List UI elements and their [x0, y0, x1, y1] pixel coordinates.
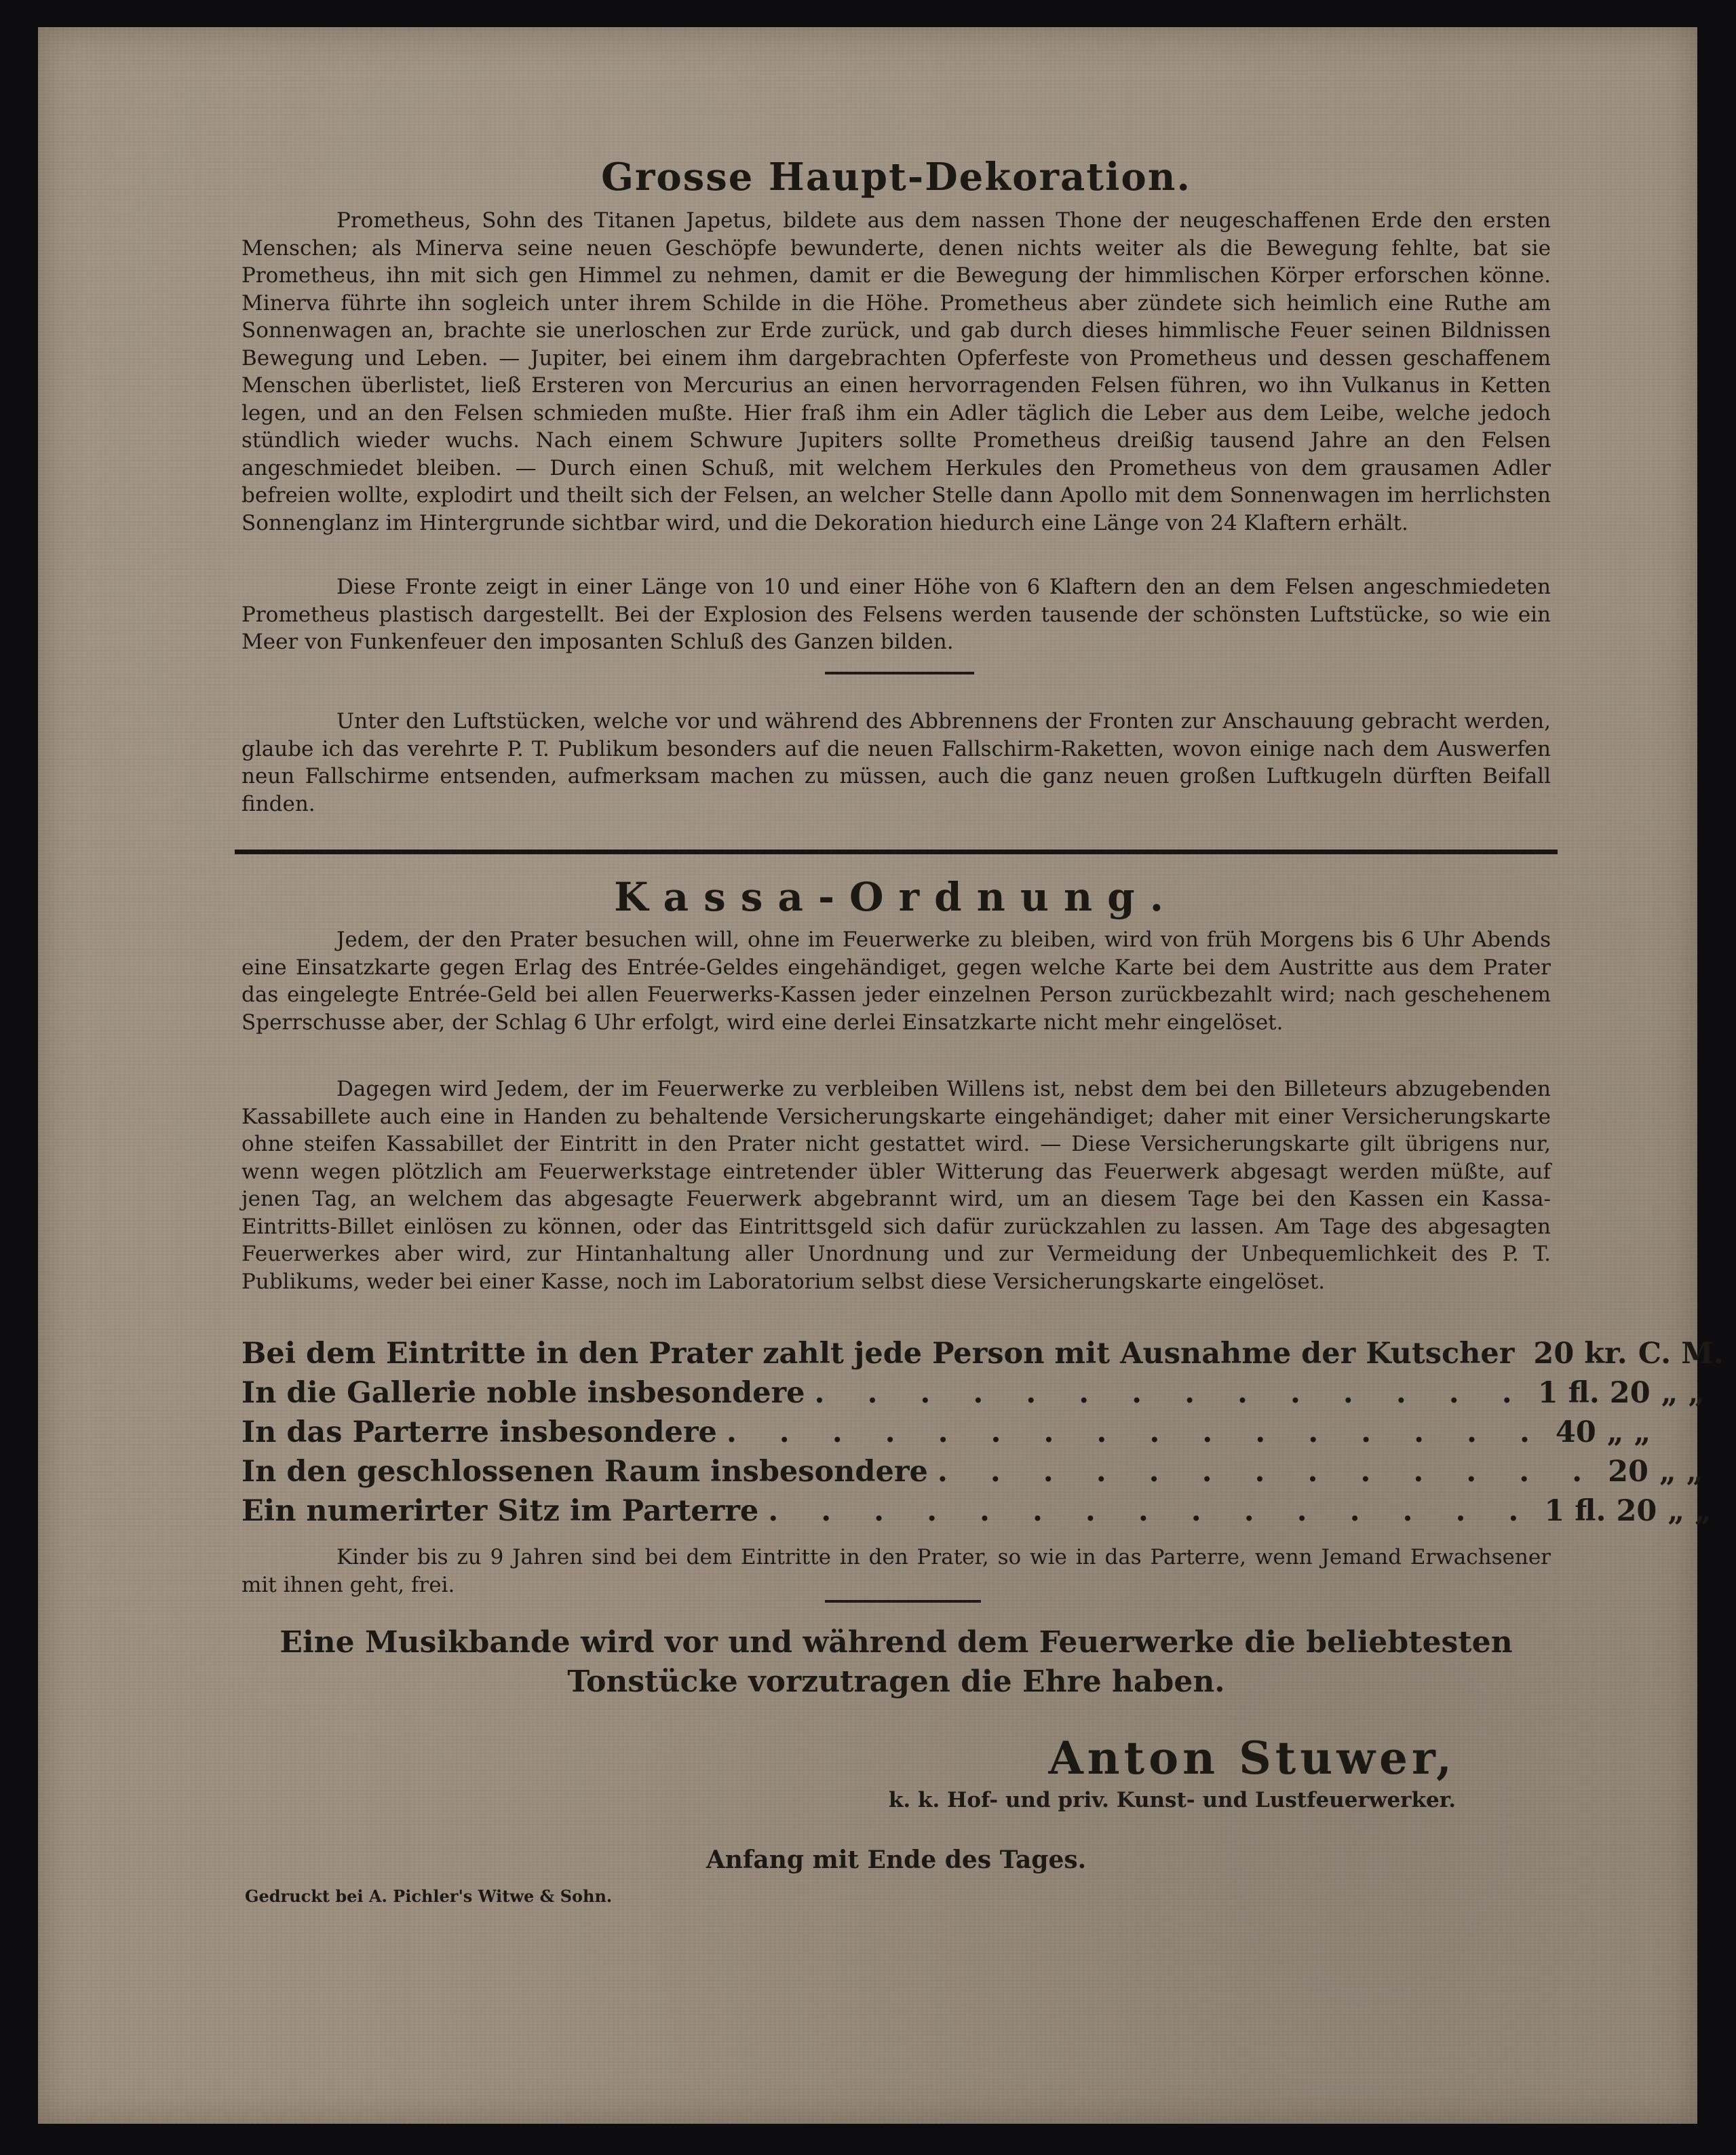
price-leader: . . . . . . . . . . . . . .: [814, 1376, 1528, 1410]
music-announcement: Eine Musikbande wird vor und während dem Feuerwerke die beliebtesten Tonstücke vorzutragen die Ehre haben.: [279, 1625, 1513, 1699]
price-row: [242, 1337, 1724, 1376]
kassa-paragraph: Dagegen wird Jedem, der im Feuerwerke zu verbleiben Willens ist, nebst dem bei den Billeteurs abzugebenden Kassabillete auch eine in Handen zu behaltende Versicherungskarte eingehändiget; daher mit einer Versicherungskarte ohne steifen Kassabillet der Eintritt in den Prater nicht gestattet wird. — Diese Versicherungskarte gilt übrigens nur, wenn wegen plötzlich am Feuerwerkstage eintretender übler Witterung das Feuerwerk abgesagt werden müßte, auf jenen Tag, an welchem das abgesagte Feuerwerk abgebrannt wird, um an diesem Tage bei den Kassen ein Kassa-Eintritts-Billet einlösen zu können, oder das Eintrittsgeld sich dafür zurückzahlen zu lassen. Am Tage des abgesagten Feuerwerkes aber wird, zur Hintanhaltung aller Unordnung und zur Vermeidung der Unbequemlichkeit des P. T. Publikums, weder bei einer Kasse, noch im Laboratorium selbst diese Versicherungskarte eingelöset.: [242, 1077, 1551, 1294]
start-time-note: Anfang mit Ende des Tages.: [706, 1846, 1087, 1874]
kassa-title: Kassa-Ordnung.: [614, 874, 1178, 920]
price-label: In die Gallerie noble insbesondere: [242, 1376, 805, 1410]
price-amount: 20: [1608, 1455, 1648, 1489]
price-leader: . . . . . . . . . . . . .: [937, 1455, 1599, 1489]
children-note: Kinder bis zu 9 Jahren sind bei dem Eintritte in den Prater, so wie in das Parterre, wenn Jemand Erwachsener mit ihnen geht, frei.: [242, 1545, 1551, 1597]
price-amount: 40: [1555, 1415, 1596, 1449]
poster-sheet: [38, 27, 1724, 2124]
section-divider: [825, 672, 974, 674]
section-divider: [825, 1600, 981, 1603]
price-unit: „ „: [1606, 1415, 1651, 1449]
price-unit: C. M.: [1638, 1337, 1724, 1371]
signature-name: Anton Stuwer,: [1048, 1732, 1456, 1785]
price-amount: 1 fl. 20: [1537, 1376, 1651, 1410]
price-label: In den geschlossenen Raum insbesondere: [242, 1455, 928, 1489]
price-label: Ein numerirter Sitz im Parterre: [242, 1494, 759, 1528]
printer-imprint: Gedruckt bei A. Pichler's Witwe & Sohn.: [245, 1886, 613, 1906]
signature-title: k. k. Hof- und priv. Kunst- und Lustfeuerwerker.: [888, 1788, 1456, 1812]
fireworks-note: Unter den Luftstücken, welche vor und während des Abbrennens der Fronten zur Anschauung gebracht werden, glaube ich das verehrte P. T. Publikum besonders auf die neuen Fallschirm-Raketten, wovon einige nach dem Auswerfen neun Fallschirme entsenden, aufmerksam machen zu müssen, auch die ganz neuen großen Luftkugeln dürften Beifall finden.: [242, 709, 1551, 816]
price-amount: 20 kr.: [1533, 1337, 1627, 1371]
decoration-paragraph: Prometheus, Sohn des Titanen Japetus, bildete aus dem nassen Thone der neugeschaffenen Erde den ersten Menschen; als Minerva seine neuen Geschöpfe bewunderte, denen nichts weiter als die Bewegung fehlte, bat sie Prometheus, ihn mit sich gen Himmel zu nehmen, damit er die Bewegung der himmlischen Körper erforschen könne. Minerva führte ihn sogleich unter ihrem Schilde in die Höhe. Prometheus aber zündete sich heimlich eine Ruthe am Sonnenwagen an, brachte sie unerloschen zur Erde zurück, und gab durch dieses himmlische Feuer seinen Bildnissen Bewegung und Leben. — Jupiter, bei einem ihm dargebrachten Opferfeste von Prometheus und dessen geschaffenem Menschen überlistet, ließ Ersteren von Mercurius an einen hervorragenden Felsen führen, wo ihn Vulkanus in Ketten legen, und an den Felsen schmieden mußte. Hier fraß ihm ein Adler täglich die Leber aus dem Leibe, welche jedoch stündlich wieder wuchs. Nach einem Schwure Jupiters sollte Prometheus dreißig tausend Jahre an den Felsen angeschmiedet bleiben. — Durch einen Schuß, mit welchem Herkules den Prometheus von dem grausamen Adler befreien wollte, explodirt und theilt sich der Felsen, an welcher Stelle dann Apollo mit dem Sonnenwagen im herrlichsten Sonnenglanz im Hintergrunde sichtbar wird, und die Dekoration hiedurch eine Länge von 24 Klaftern erhält.: [242, 208, 1551, 535]
price-unit: „ „: [1667, 1494, 1712, 1528]
kassa-paragraph: Jedem, der den Prater besuchen will, ohne im Feuerwerke zu bleiben, wird von früh Morgens bis 6 Uhr Abends eine Einsatzkarte gegen Erlag des Entrée-Geldes eingehändiget, gegen welche Karte bei dem Austritte aus dem Prater das eingelegte Entrée-Geld bei allen Feuerwerks-Kassen jeder einzelnen Person zurückbezahlt wird; nach geschehenem Sperrschusse aber, der Schlag 6 Uhr erfolgt, wird eine derlei Einsatzkarte nicht mehr eingelöset.: [242, 928, 1551, 1035]
price-unit: „ „: [1659, 1455, 1703, 1489]
section-rule: [235, 850, 1558, 854]
price-amount: 1 fl. 20: [1544, 1494, 1657, 1528]
price-unit: „ „: [1661, 1376, 1705, 1410]
price-row: [242, 1494, 1712, 1533]
decoration-paragraph: Diese Fronte zeigt in einer Länge von 10 und einer Höhe von 6 Klaftern den an dem Felsen angeschmiedeten Prometheus plastisch dargestellt. Bei der Explosion des Felsens werden tausende der schönsten Luftstücke, so wie ein Meer von Funkenfeuer den imposanten Schluß des Ganzen bilden.: [242, 575, 1551, 654]
price-label: Bei dem Eintritte in den Prater zahlt jede Person mit Ausnahme der Kutscher: [242, 1337, 1515, 1371]
price-row: [242, 1376, 1705, 1415]
price-leader: . . . . . . . . . . . . . . . .: [726, 1415, 1546, 1449]
price-leader: . . . . . . . . . . . . . . .: [768, 1494, 1535, 1528]
price-label: In das Parterre insbesondere: [242, 1415, 717, 1449]
price-row: [242, 1455, 1703, 1494]
decoration-title: Grosse Haupt-Dekoration.: [601, 155, 1191, 199]
price-row: [242, 1415, 1651, 1455]
